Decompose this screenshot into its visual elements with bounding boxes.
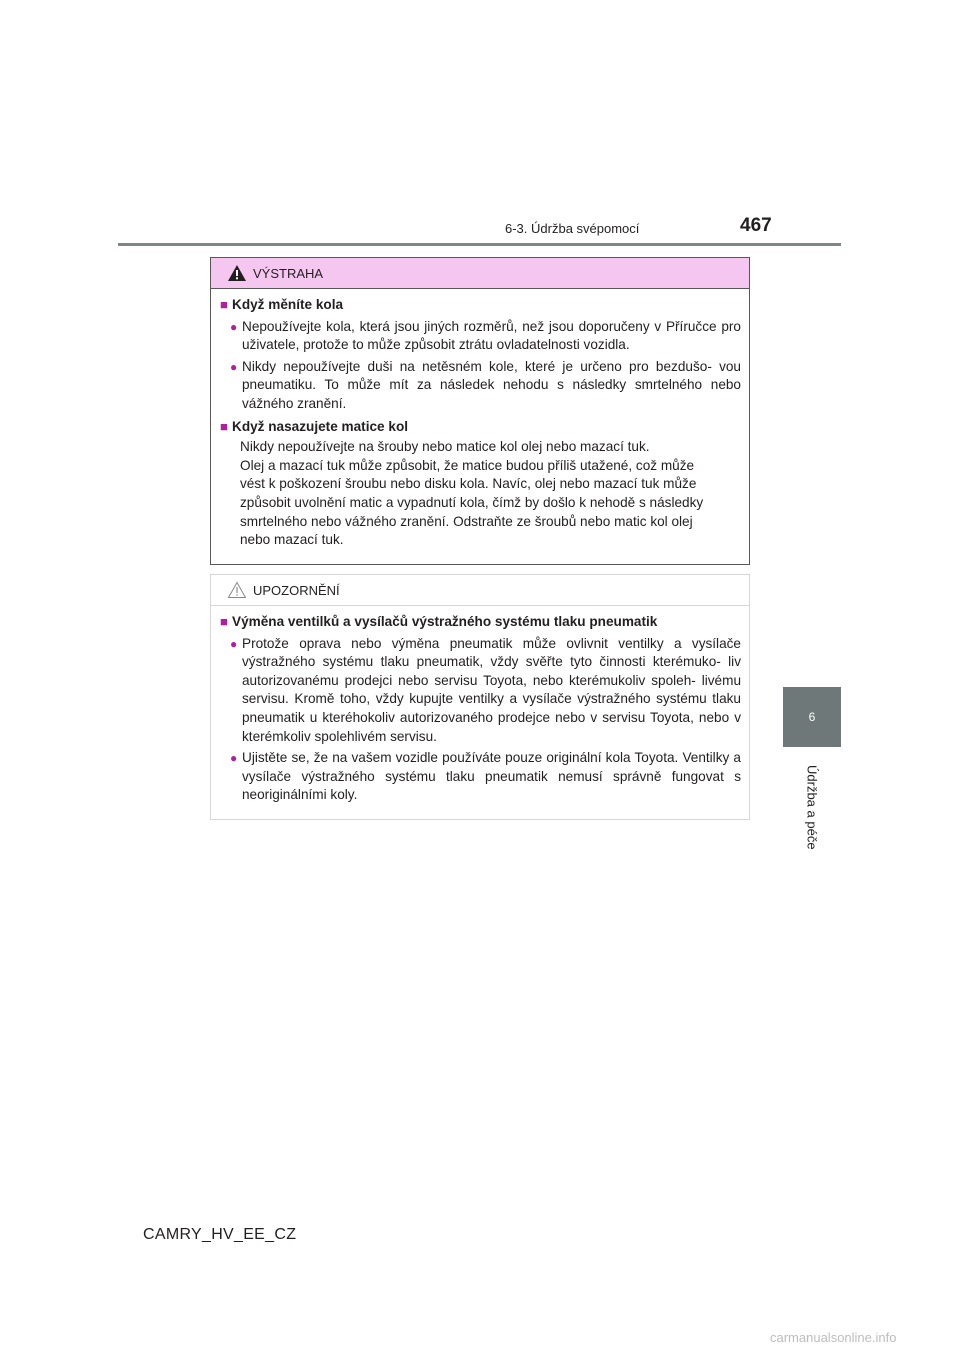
warning-section-title (220, 418, 741, 437)
warning-section (220, 418, 741, 550)
warning-section (220, 296, 741, 414)
header-rule (118, 243, 841, 246)
document-code: CAMRY_HV_EE_CZ (143, 1226, 297, 1243)
caution-body (211, 606, 749, 805)
paragraph-line: Nikdy nepoužívejte na šrouby nebo matice kol olej nebo mazací tuk. (240, 439, 650, 455)
square-bullet-icon: ■ (220, 297, 228, 312)
round-bullet-icon: ● (230, 751, 238, 766)
list-item-text: Nepoužívejte kola, která jsou jiných rozměrů, než jsou doporučeny v Příručce pro uživatele, protože to může způsobit ztrátu ovladatelnosti vozidla. (242, 318, 741, 353)
warning-section-title (220, 296, 741, 315)
section-heading: Výměna ventilků a vysílačů výstražného systému tlaku pneumatik (232, 614, 658, 629)
round-bullet-icon: ● (230, 319, 238, 334)
caution-box (210, 574, 750, 820)
list-item (220, 358, 741, 414)
caution-section-title (220, 613, 741, 632)
paragraph-line: vést k poškození šroubu nebo disku kola. Navíc, olej nebo mazací tuk může (240, 476, 697, 492)
caution-triangle-icon (227, 581, 247, 599)
chapter-number: 6 (808, 710, 816, 724)
list-item-text: Nikdy nepoužívejte duši na netěsném kole, které je určeno pro bezdušo- vou pneumatiku. To může mít za následek nehodu s následky smrtelného nebo vážného zranění. (242, 358, 741, 411)
caution-section (220, 613, 741, 805)
warning-triangle-icon (227, 264, 247, 282)
paragraph-line: nebo mazací tuk. (240, 532, 344, 548)
paragraph-line: smrtelného nebo vážného zranění. Odstraňte ze šroubů nebo matic kol olej (240, 513, 693, 529)
watermark: carmanualsonline.info (770, 1330, 897, 1345)
chapter-tab (783, 687, 841, 747)
paragraph-line: způsobit uvolnění matic a vypadnutí kola, čímž by došlo k nehodě s následky (240, 494, 704, 510)
paragraph-line: Olej a mazací tuk může způsobit, že matice budou příliš utažené, což může (240, 457, 695, 473)
list-item (220, 318, 741, 355)
list-item-text: Protože oprava nebo výměna pneumatik může ovlivnit ventilky a vysílače výstražného systému tlaku pneumatik, vždy svěřte tyto činnosti kterémuko- liv autorizovanému prodejci nebo servisu Toyota, nebo kterémukoliv spoleh- livému servisu. Kromě toho, vždy kupujte ventilky a vysílače výstražného systému tlaku pneumatik u kteréhokoliv autorizovaného prodejce nebo v servisu Toyota, nebo v kterémkoliv spolehlivém servisu. (242, 635, 741, 744)
square-bullet-icon: ■ (220, 418, 228, 434)
round-bullet-icon: ● (230, 359, 238, 374)
section-title: 6-3. Údržba svépomocí (505, 221, 640, 236)
caution-header (211, 575, 749, 606)
warning-body (211, 289, 749, 550)
chapter-label (783, 752, 841, 862)
list-item (220, 749, 741, 805)
warning-label: VÝSTRAHA (253, 265, 324, 281)
list-item-text: Ujistěte se, že na vašem vozidle používáte pouze originální kola Toyota. Ventilky a vysílače výstražného systému tlaku pneumatik nemusí správně fungovat s neoriginálními koly. (242, 750, 741, 803)
warning-box (210, 257, 750, 565)
list-item (220, 635, 741, 747)
caution-label: UPOZORNĚNÍ (253, 582, 340, 598)
page-number: 467 (740, 215, 772, 236)
chapter-title: Údržba a péče (804, 764, 820, 850)
section-heading: Když měníte kola (232, 297, 344, 312)
section-heading: Když nasazujete matice kol (232, 418, 409, 434)
round-bullet-icon: ● (230, 636, 238, 651)
section-paragraph (220, 438, 741, 550)
square-bullet-icon: ■ (220, 614, 228, 629)
warning-header (211, 258, 749, 289)
